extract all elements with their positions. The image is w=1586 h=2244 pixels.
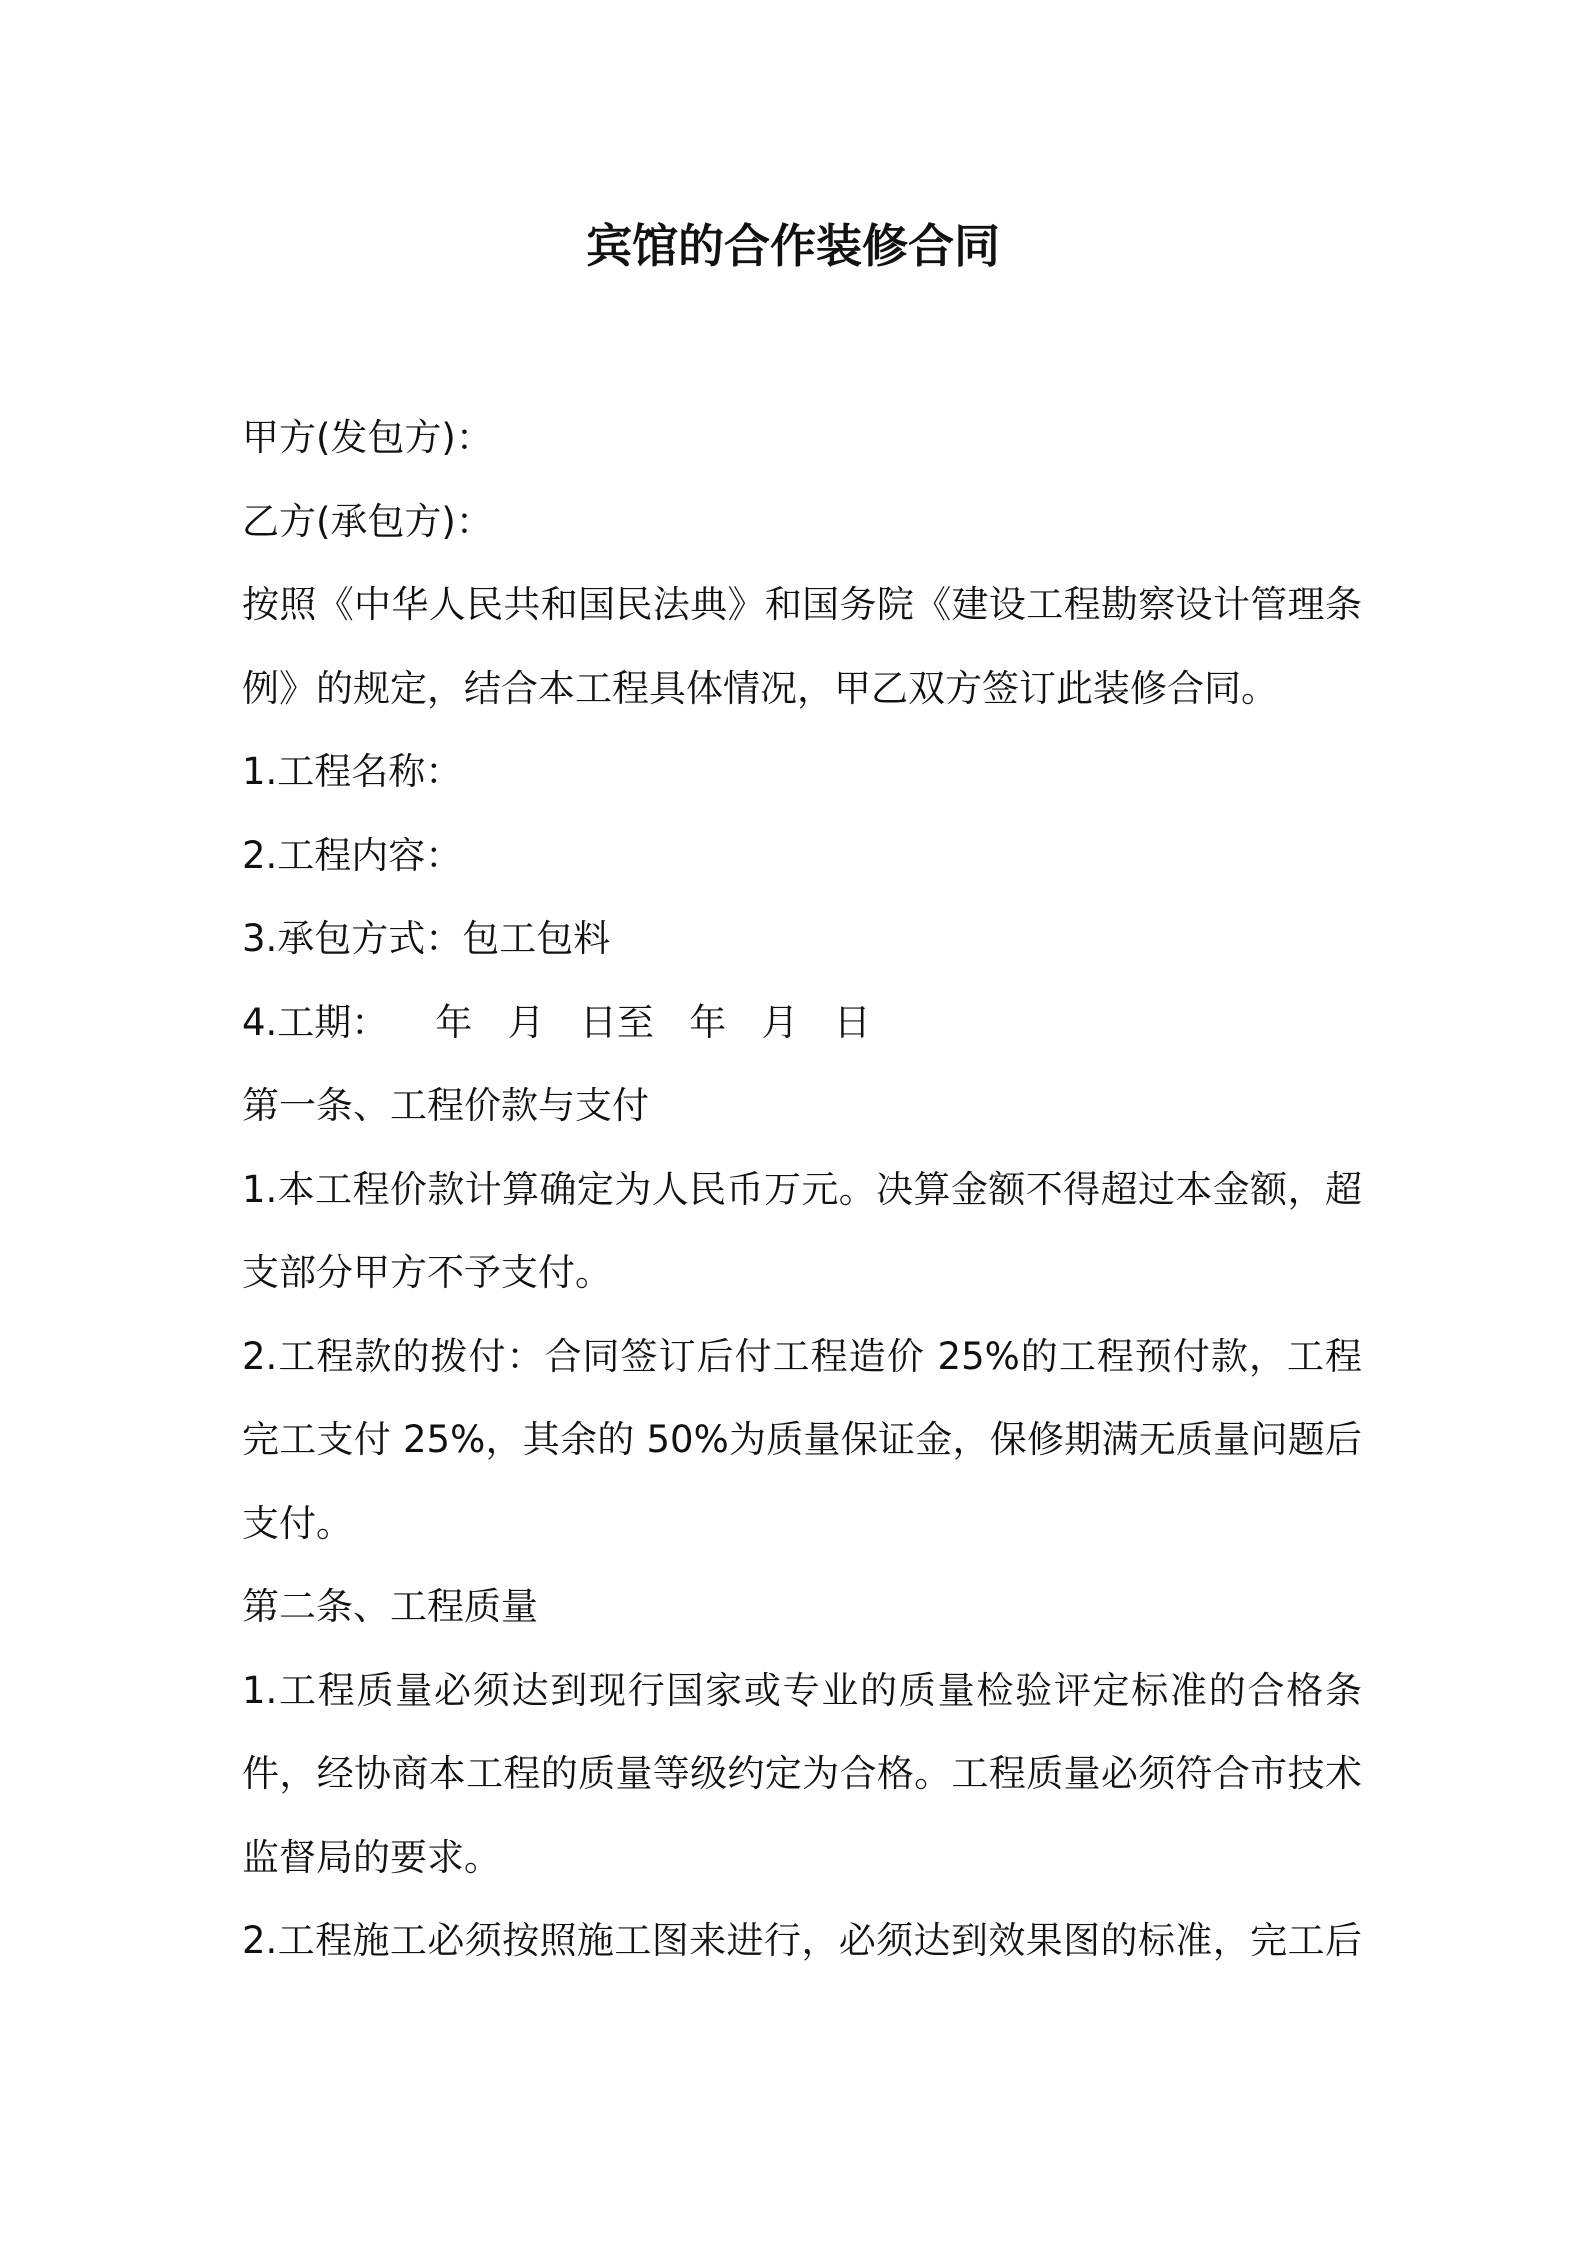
article-2-clause-2-line-1: 2.工程施工必须按照施工图来进行，必须达到效果图的标准，完工后 <box>242 1919 1362 1962</box>
duration-line: 4.工期： 年 月 日至 年 月 日 <box>242 1001 871 1044</box>
article-1-heading: 第一条、工程价款与支付 <box>242 1084 649 1127</box>
project-name-line: 1.工程名称： <box>242 750 463 793</box>
article-1-clause-1-line-1: 1.本工程价款计算确定为人民币万元。决算金额不得超过本金额，超 <box>242 1168 1362 1211</box>
article-2-clause-1-line-3: 监督局的要求。 <box>242 1836 501 1879</box>
article-2-clause-1-line-1: 1.工程质量必须达到现行国家或专业的质量检验评定标准的合格条 <box>242 1669 1362 1712</box>
party-b-line: 乙方(承包方)： <box>242 500 493 543</box>
party-a-line: 甲方(发包方)： <box>242 416 493 459</box>
document-title: 宾馆的合作装修合同 <box>586 219 1000 273</box>
article-2-heading: 第二条、工程质量 <box>242 1585 538 1628</box>
article-1-clause-2-line-1: 2.工程款的拨付：合同签订后付工程造价 25%的工程预付款，工程 <box>242 1335 1362 1378</box>
article-1-clause-1-line-2: 支部分甲方不予支付。 <box>242 1251 612 1294</box>
article-1-clause-2-line-3: 支付。 <box>242 1502 353 1545</box>
contract-method-line: 3.承包方式：包工包料 <box>242 917 611 960</box>
article-1-clause-2-line-2: 完工支付 25%，其余的 50%为质量保证金，保修期满无质量问题后 <box>242 1418 1362 1461</box>
preamble-line-1: 按照《中华人民共和国民法典》和国务院《建设工程勘察设计管理条 <box>242 583 1362 626</box>
project-content-line: 2.工程内容： <box>242 834 463 877</box>
article-2-clause-1-line-2: 件，经协商本工程的质量等级约定为合格。工程质量必须符合市技术 <box>242 1752 1362 1795</box>
preamble-line-2: 例》的规定，结合本工程具体情况，甲乙双方签订此装修合同。 <box>242 667 1278 710</box>
